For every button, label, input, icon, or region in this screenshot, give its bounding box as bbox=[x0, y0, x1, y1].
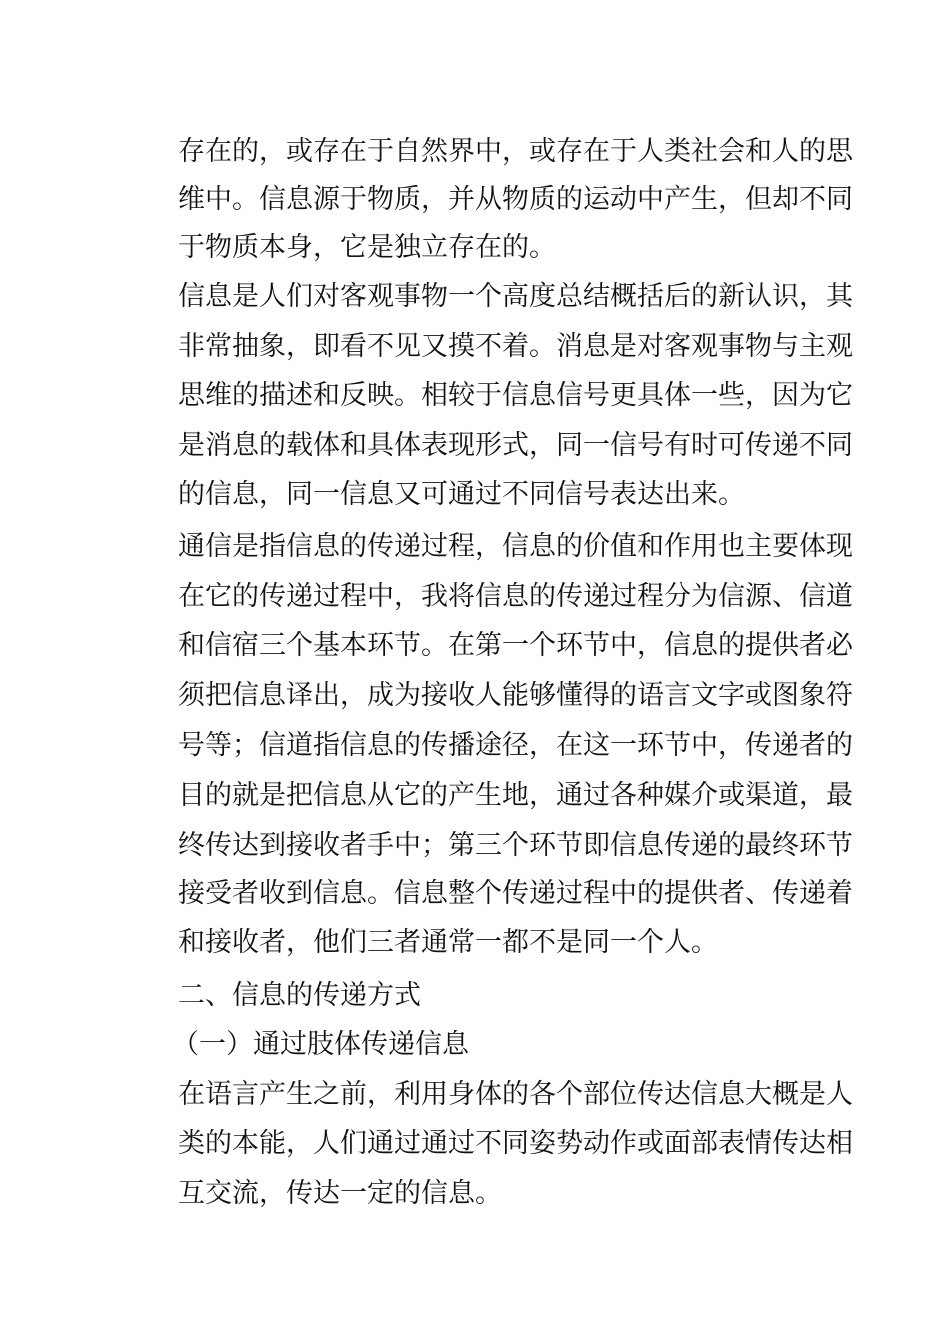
text-line: 维中。信息源于物质，并从物质的运动中产生，但却不同 bbox=[178, 184, 853, 215]
text-line: 在它的传递过程中，我将信息的传递过程分为信源、信道 bbox=[178, 581, 853, 612]
text-line: 信息是人们对客观事物一个高度总结概括后的新认识，其 bbox=[178, 281, 853, 312]
text-line: 思维的描述和反映。相较于信息信号更具体一些，因为它 bbox=[178, 380, 853, 411]
text-line: 互交流，传达一定的信息。 bbox=[178, 1178, 502, 1209]
text-line: 和信宿三个基本环节。在第一个环节中，信息的提供者必 bbox=[178, 630, 853, 661]
text-line: 在语言产生之前，利用身体的各个部位传达信息大概是人 bbox=[178, 1079, 853, 1110]
text-line: 类的本能，人们通过通过不同姿势动作或面部表情传达相 bbox=[178, 1128, 853, 1159]
text-line: 存在的，或存在于自然界中，或存在于人类社会和人的思 bbox=[178, 136, 853, 167]
subheading-text: （一）通过肢体传递信息 bbox=[172, 1029, 469, 1060]
text-line: 是消息的载体和具体表现形式，同一信号有时可传递不同 bbox=[178, 430, 853, 461]
text-line: 目的就是把信息从它的产生地，通过各种媒介或渠道，最 bbox=[178, 780, 853, 811]
text-line: 非常抽象，即看不见又摸不着。消息是对客观事物与主观 bbox=[178, 331, 853, 362]
text-line: 通信是指信息的传递过程，信息的价值和作用也主要体现 bbox=[178, 531, 853, 562]
text-line: 和接收者，他们三者通常一都不是同一个人。 bbox=[178, 927, 718, 958]
text-line: 号等；信道指信息的传播途径，在这一环节中，传递者的 bbox=[178, 730, 853, 761]
text-line: 于物质本身，它是独立存在的。 bbox=[178, 232, 556, 263]
text-line: 终传达到接收者手中；第三个环节即信息传递的最终环节 bbox=[178, 830, 853, 861]
text-line: 接受者收到信息。信息整个传递过程中的提供者、传递着 bbox=[178, 878, 853, 909]
text-line: 的信息，同一信息又可通过不同信号表达出来。 bbox=[178, 479, 745, 510]
heading-text: 二、信息的传递方式 bbox=[178, 980, 421, 1011]
text-line: 须把信息译出，成为接收人能够懂得的语言文字或图象符 bbox=[178, 680, 853, 711]
